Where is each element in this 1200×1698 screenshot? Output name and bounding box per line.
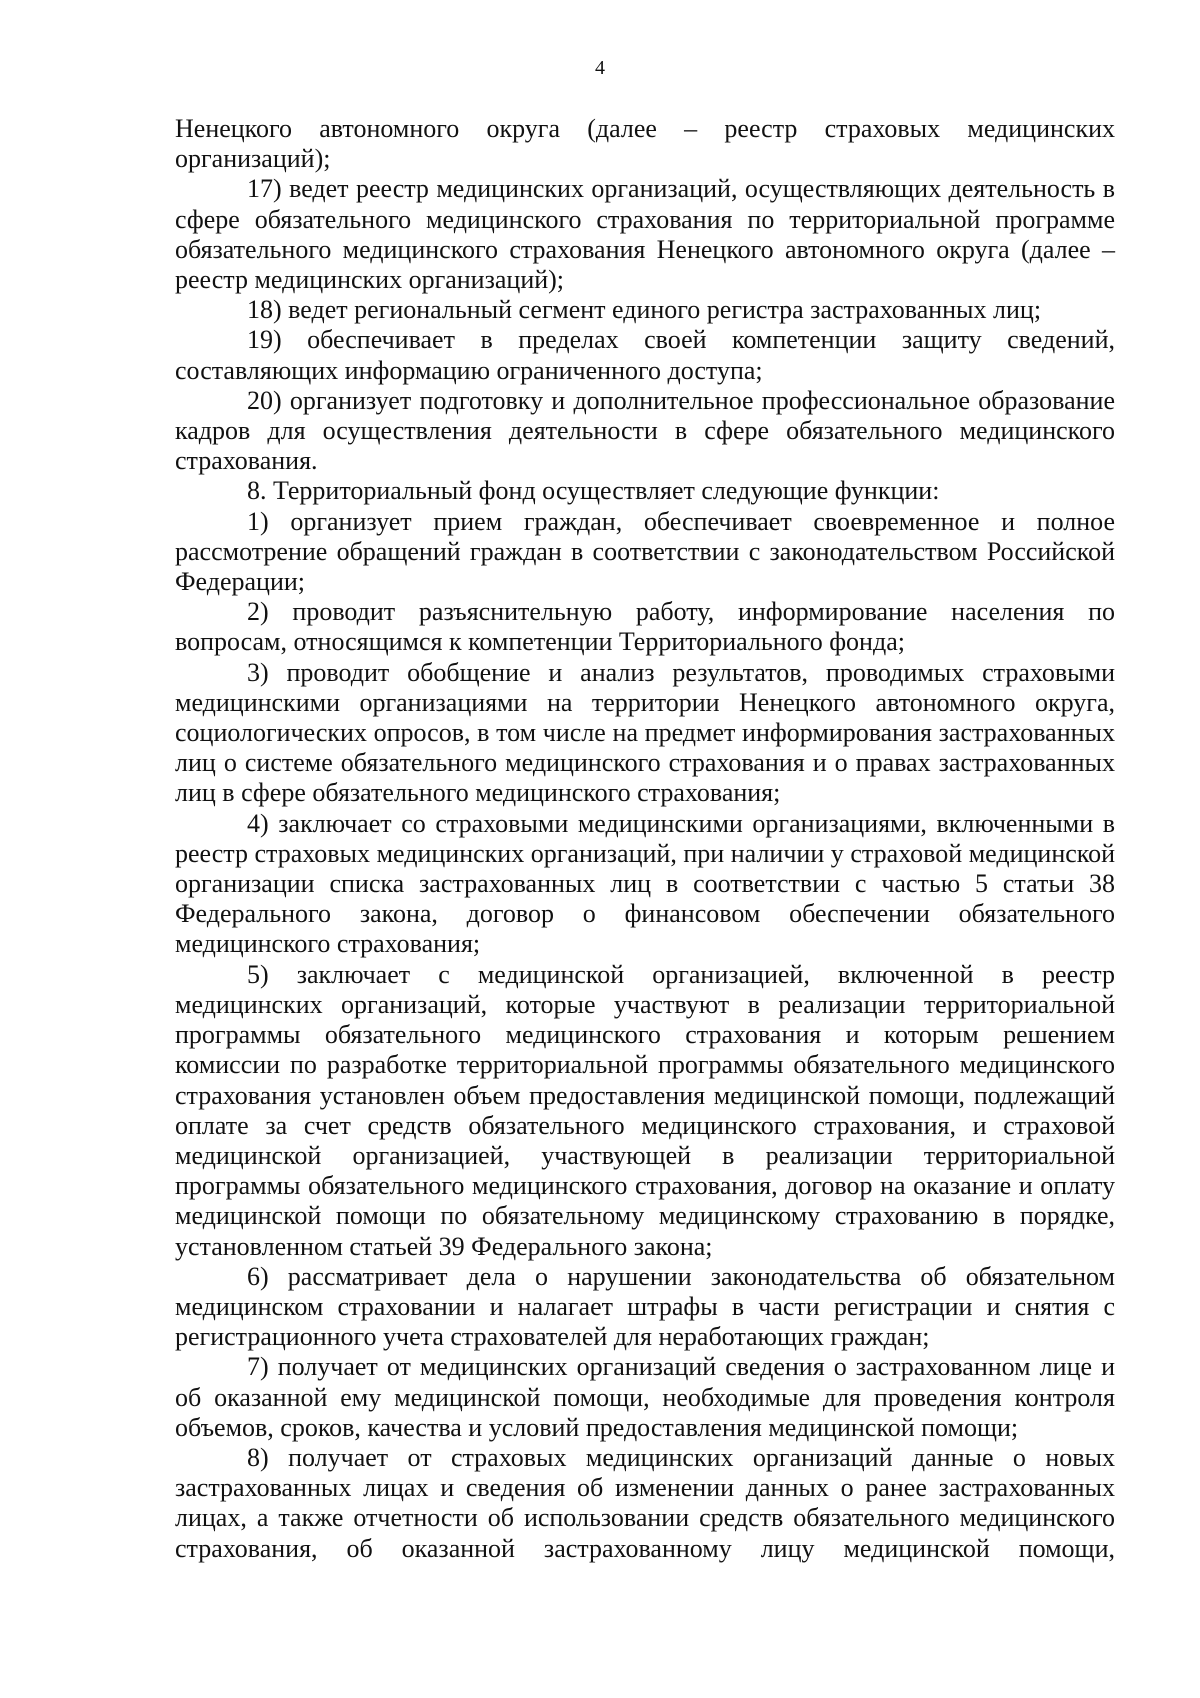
section-8-heading: 8. Территориальный фонд осуществляет следующие функции: bbox=[247, 476, 940, 506]
function-item-8: 8) получает от страховых медицинских организаций данные о новых застрахованных лицах и сведения об изменении данных о ранее застрахованных лицах, а также отчетности об использовании средств обязательного медицинского страхования, об оказанной застрахованному лицу медицинской помощи, bbox=[175, 1442, 1115, 1563]
function-item-7: 7) получает от медицинских организаций сведения о застрахованном лице и об оказанной ему медицинской помощи, необходимые для проведения контроля объемов, сроков, качества и условий предоставления медицинской помощи; bbox=[175, 1352, 1115, 1442]
function-item-6: 6) рассматривает дела о нарушении законодательства об обязательном медицинском страховании и налагает штрафы в части регистрации и снятия с регистрационного учета страхователей для неработающих граждан; bbox=[175, 1261, 1115, 1352]
function-item-5: 5) заключает с медицинской организацией, включенной в реестр медицинских организаций, которые участвуют в реализации территориальной программы обязательного медицинского страхования и которым решением комиссии по разработке территориальной программы обязательного медицинского страхования установлен объем предоставления медицинской помощи, подлежащий оплате за счет средств обязательного медицинского страхования, и страховой медицинской организацией, участвующей в реализации территориальной программы обязательного медицинского страхования, договор на оказание и оплату медицинской помощи по обязательному медицинскому страхованию в порядке, установленном статьей 39 Федерального закона; bbox=[175, 959, 1115, 1261]
function-item-2: 2) проводит разъяснительную работу, информирование населения по вопросам, относящимся к компетенции Территориального фонда; bbox=[175, 597, 1115, 657]
paragraph-item-19: 19) обеспечивает в пределах своей компетенции защиту сведений, составляющих информацию ограниченного доступа; bbox=[175, 325, 1115, 385]
paragraph-continuation: Ненецкого автономного округа (далее – реестр страховых медицинских организаций); bbox=[175, 114, 1115, 174]
paragraph-item-17: 17) ведет реестр медицинских организаций, осуществляющих деятельность в сфере обязательного медицинского страхования по территориальной программе обязательного медицинского страхования Ненецкого автономного округа (далее – реестр медицинских организаций); bbox=[175, 174, 1115, 295]
function-item-3: 3) проводит обобщение и анализ результатов, проводимых страховыми медицинскими организациями на территории Ненецкого автономного округа, социологических опросов, в том числе на предмет информирования застрахованных лиц о системе обязательного медицинского страхования и о правах застрахованных лиц в сфере обязательного медицинского страхования; bbox=[175, 657, 1115, 808]
function-item-4: 4) заключает со страховыми медицинскими организациями, включенными в реестр страховых медицинских организаций, при наличии у страховой медицинской организации списка застрахованных лиц в соответствии с частью 5 статьи 38 Федерального закона, договор о финансовом обеспечении обязательного медицинского страхования; bbox=[175, 808, 1115, 959]
function-item-1: 1) организует прием граждан, обеспечивает своевременное и полное рассмотрение обращений граждан в соответствии с законодательством Российской Федерации; bbox=[175, 506, 1115, 597]
paragraph-item-20: 20) организует подготовку и дополнительное профессиональное образование кадров для осуществления деятельности в сфере обязательного медицинского страхования. bbox=[175, 385, 1115, 476]
page-number: 4 bbox=[595, 57, 605, 79]
paragraph-item-18: 18) ведет региональный сегмент единого регистра застрахованных лиц; bbox=[247, 295, 1042, 325]
document-body bbox=[175, 114, 1115, 1564]
